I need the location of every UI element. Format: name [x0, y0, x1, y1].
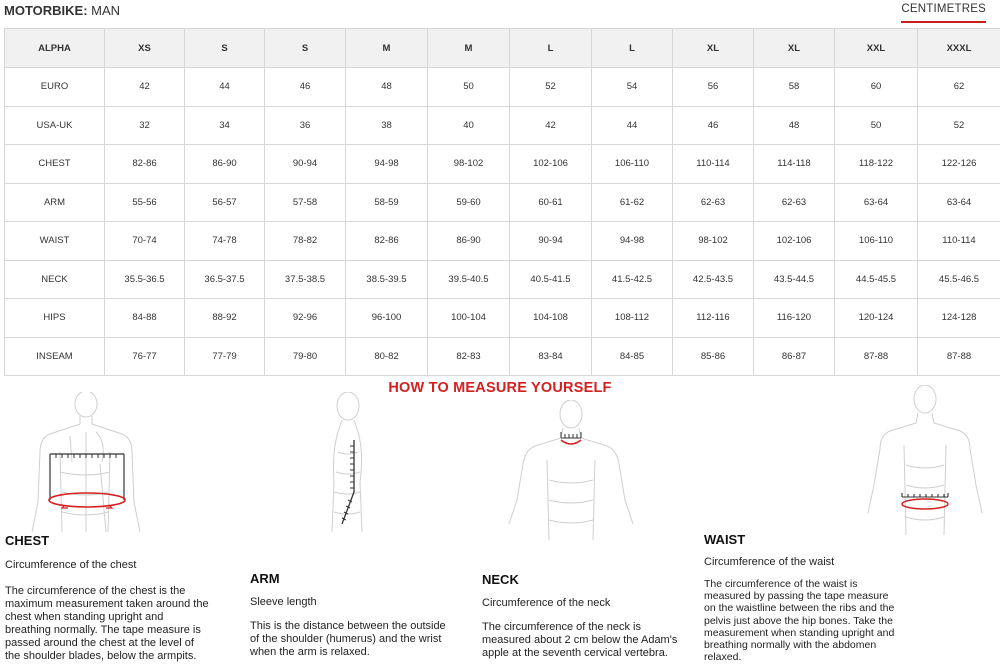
- column-header: XS: [105, 29, 185, 68]
- neck-body-figure: [495, 400, 645, 540]
- table-cell: 118-122: [835, 145, 918, 184]
- table-cell: 44: [592, 106, 673, 145]
- table-cell: 77-79: [185, 337, 265, 376]
- row-label: CHEST: [5, 145, 105, 184]
- table-cell: 80-82: [346, 337, 428, 376]
- table-cell: 90-94: [510, 222, 592, 261]
- description-line: on the waistline between the ribs and the: [704, 602, 895, 615]
- table-cell: 58-59: [346, 183, 428, 222]
- table-cell: 62-63: [673, 183, 754, 222]
- arm-body-figure: [318, 392, 388, 532]
- chest-title: CHEST: [5, 533, 50, 548]
- table-row: [5, 68, 1000, 107]
- table-cell: 87-88: [918, 337, 1000, 376]
- table-cell: 116-120: [754, 299, 835, 338]
- waist-title: WAIST: [704, 532, 746, 547]
- column-header: M: [346, 29, 428, 68]
- table-cell: 41.5-42.5: [592, 260, 673, 299]
- table-cell: 110-114: [673, 145, 754, 184]
- table-row: [5, 337, 1000, 376]
- table-cell: 38.5-39.5: [346, 260, 428, 299]
- table-cell: 60: [835, 68, 918, 107]
- table-cell: 102-106: [510, 145, 592, 184]
- description-line: measurement when standing upright and: [704, 626, 895, 639]
- table-cell: 110-114: [918, 222, 1000, 261]
- category-value: MAN: [87, 3, 121, 18]
- table-cell: 40: [428, 106, 510, 145]
- table-cell: 70-74: [105, 222, 185, 261]
- table-cell: 82-86: [346, 222, 428, 261]
- table-cell: 56: [673, 68, 754, 107]
- description-line: passed around the chest at the level of: [5, 637, 194, 649]
- table-cell: 86-90: [428, 222, 510, 261]
- table-cell: 108-112: [592, 299, 673, 338]
- table-cell: 46: [673, 106, 754, 145]
- table-cell: 78-82: [265, 222, 346, 261]
- table-cell: 50: [428, 68, 510, 107]
- table-cell: 94-98: [592, 222, 673, 261]
- description-line: The circumference of the chest is the: [5, 585, 186, 597]
- column-header: XXXL: [918, 29, 1000, 68]
- description-line: when the arm is relaxed.: [250, 646, 370, 658]
- table-cell: 61-62: [592, 183, 673, 222]
- table-cell: 112-116: [673, 299, 754, 338]
- table-cell: 42: [105, 68, 185, 107]
- description-line: This is the distance between the outside: [250, 620, 446, 632]
- table-row: [5, 222, 1000, 261]
- table-cell: 46: [265, 68, 346, 107]
- waist-description: [704, 578, 914, 663]
- description-line: breathing normally. The tape measure is: [5, 624, 201, 636]
- table-cell: 102-106: [754, 222, 835, 261]
- description-line: breathing normally with the abdomen: [704, 639, 877, 652]
- table-cell: 79-80: [265, 337, 346, 376]
- arm-description: [250, 620, 480, 659]
- table-cell: 57-58: [265, 183, 346, 222]
- row-label: EURO: [5, 68, 105, 107]
- table-cell: 106-110: [592, 145, 673, 184]
- neck-title: NECK: [482, 572, 519, 587]
- table-cell: 104-108: [510, 299, 592, 338]
- table-cell: 87-88: [835, 337, 918, 376]
- arm-subtitle: Sleeve length: [250, 596, 317, 608]
- table-cell: 76-77: [105, 337, 185, 376]
- table-cell: 96-100: [346, 299, 428, 338]
- table-cell: 63-64: [918, 183, 1000, 222]
- table-cell: 85-86: [673, 337, 754, 376]
- table-cell: 56-57: [185, 183, 265, 222]
- row-label: NECK: [5, 260, 105, 299]
- table-cell: 50: [835, 106, 918, 145]
- table-cell: 35.5-36.5: [105, 260, 185, 299]
- description-line: the shoulder blades, below the armpits.: [5, 650, 197, 662]
- table-cell: 58: [754, 68, 835, 107]
- table-cell: 122-126: [918, 145, 1000, 184]
- table-cell: 100-104: [428, 299, 510, 338]
- table-cell: 34: [185, 106, 265, 145]
- unit-tab-centimetres[interactable]: CENTIMETRES: [901, 3, 986, 23]
- table-cell: 92-96: [265, 299, 346, 338]
- table-cell: 98-102: [673, 222, 754, 261]
- row-label: INSEAM: [5, 337, 105, 376]
- table-cell: 40.5-41.5: [510, 260, 592, 299]
- table-cell: 45.5-46.5: [918, 260, 1000, 299]
- table-row: [5, 299, 1000, 338]
- description-line: The circumference of the waist is: [704, 578, 858, 590]
- row-label: WAIST: [5, 222, 105, 261]
- table-cell: 84-85: [592, 337, 673, 376]
- table-cell: 120-124: [835, 299, 918, 338]
- table-cell: 52: [510, 68, 592, 107]
- table-cell: 59-60: [428, 183, 510, 222]
- table-cell: 52: [918, 106, 1000, 145]
- table-cell: 83-84: [510, 337, 592, 376]
- table-cell: 36.5-37.5: [185, 260, 265, 299]
- description-line: measured by passing the tape measure: [704, 590, 889, 603]
- table-cell: 60-61: [510, 183, 592, 222]
- category-title: [4, 3, 120, 18]
- table-cell: 84-88: [105, 299, 185, 338]
- row-label: ARM: [5, 183, 105, 222]
- column-header: M: [428, 29, 510, 68]
- category-label: MOTORBIKE:: [4, 3, 88, 18]
- column-header: S: [265, 29, 346, 68]
- column-header: ALPHA: [5, 29, 105, 68]
- column-header: XL: [673, 29, 754, 68]
- table-row: [5, 260, 1000, 299]
- chest-body-figure: [10, 392, 160, 532]
- table-cell: 39.5-40.5: [428, 260, 510, 299]
- table-cell: 63-64: [835, 183, 918, 222]
- table-row: [5, 145, 1000, 184]
- table-cell: 44.5-45.5: [835, 260, 918, 299]
- neck-subtitle: Circumference of the neck: [482, 597, 611, 609]
- description-line: apple at the seventh cervical vertebra.: [482, 647, 668, 659]
- table-cell: 54: [592, 68, 673, 107]
- how-to-measure-heading: HOW TO MEASURE YOURSELF: [388, 380, 612, 396]
- description-line: measured about 2 cm below the Adam's: [482, 634, 678, 646]
- description-line: maximum measurement taken around the: [5, 598, 209, 610]
- arm-title: ARM: [250, 571, 280, 586]
- table-cell: 42.5-43.5: [673, 260, 754, 299]
- table-cell: 32: [105, 106, 185, 145]
- table-cell: 94-98: [346, 145, 428, 184]
- table-cell: 98-102: [428, 145, 510, 184]
- table-cell: 55-56: [105, 183, 185, 222]
- description-line: relaxed.: [704, 651, 742, 664]
- table-cell: 86-90: [185, 145, 265, 184]
- description-line: pelvis just above the hip bones. Take the: [704, 614, 893, 627]
- description-line: chest when standing upright and: [5, 611, 164, 623]
- table-cell: 74-78: [185, 222, 265, 261]
- table-cell: 106-110: [835, 222, 918, 261]
- neck-description: [482, 621, 697, 660]
- row-label: USA-UK: [5, 106, 105, 145]
- table-cell: 90-94: [265, 145, 346, 184]
- table-cell: 38: [346, 106, 428, 145]
- description-line: of the shoulder (humerus) and the wrist: [250, 633, 442, 645]
- column-header: L: [592, 29, 673, 68]
- table-cell: 62: [918, 68, 1000, 107]
- table-cell: 82-83: [428, 337, 510, 376]
- table-cell: 124-128: [918, 299, 1000, 338]
- column-header: S: [185, 29, 265, 68]
- table-cell: 82-86: [105, 145, 185, 184]
- column-header: XXL: [835, 29, 918, 68]
- table-cell: 36: [265, 106, 346, 145]
- table-cell: 48: [754, 106, 835, 145]
- table-cell: 88-92: [185, 299, 265, 338]
- table-cell: 44: [185, 68, 265, 107]
- column-header: L: [510, 29, 592, 68]
- table-cell: 48: [346, 68, 428, 107]
- description-line: The circumference of the neck is: [482, 621, 641, 633]
- table-cell: 37.5-38.5: [265, 260, 346, 299]
- chest-subtitle: Circumference of the chest: [5, 559, 137, 571]
- top-bar: [0, 0, 1000, 26]
- size-chart-table: [4, 28, 1000, 376]
- table-cell: 86-87: [754, 337, 835, 376]
- table-row: [5, 183, 1000, 222]
- waist-body-figure: [850, 385, 1000, 535]
- table-cell: 43.5-44.5: [754, 260, 835, 299]
- table-header-row: [5, 29, 1000, 68]
- chest-description: [5, 585, 245, 663]
- table-cell: 114-118: [754, 145, 835, 184]
- table-row: [5, 106, 1000, 145]
- table-cell: 42: [510, 106, 592, 145]
- row-label: HIPS: [5, 299, 105, 338]
- column-header: XL: [754, 29, 835, 68]
- table-cell: 62-63: [754, 183, 835, 222]
- waist-subtitle: Circumference of the waist: [704, 556, 835, 568]
